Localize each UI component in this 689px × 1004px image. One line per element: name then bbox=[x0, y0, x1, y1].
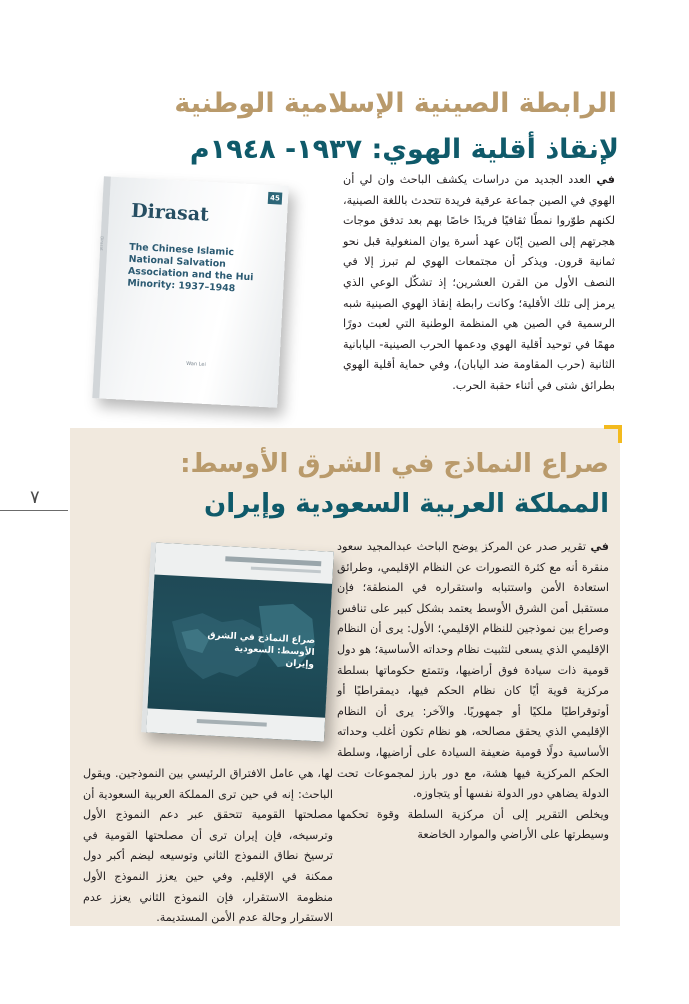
section1-body bbox=[343, 170, 615, 397]
section2-body-text-a: تقرير صدر عن المركز يوضح الباحث عبدالمجيد سعود منقرة أنه مع كثرة التصورات عن النظام الإقليمي، وطرائق استعادة الأمن واستتبابه واستقراره في المنطقة؛ فإن مستقبل أمن الشرق الأوسط يعتمد بشكل كبير على تنافس وصراع بين نموذجين للنظام الإقليمي؛ الأول: يرى أن النظام الإقليمي الذي يسعى لتثبيت نظام وحداته الأساسية؛ هو دول قومية ذات سيادة فوق أراضيها، وتتمتع حكوماتها بسلطة مركزية قوية أيًا كان نظام الحكم فيها، ديمقراطيًا أو أوتوقراطيًا ملكيًا أو جمهوريًا. والآخر: يرى أن النظام الإقليمي الذي يحقق مصالحه، هو نظام تكون أغلب وحداته الأساسية دولًا قومية ضعيفة السيادة على أراضيها، وسلطة الحكم المركزية فيها هشة، مع دور بارز لمجموعات تحت الدولة يضاهي دور الدولة نفسها أو يتجاوزه. bbox=[337, 540, 609, 801]
book-title: صراع النماذج في الشرق الأوسط: السعودية وإيران bbox=[207, 630, 316, 671]
section2-body-text-a2: ويخلص التقرير إلى أن مركزية السلطة وقوة تحكمها وسيطرتها على الأراضي والموارد الخاضعة bbox=[337, 807, 609, 842]
page-number: ٧ bbox=[30, 487, 40, 508]
section1-title: لإنقاذ أقلية الهوي: ١٩٣٧- ١٩٤٨م bbox=[189, 134, 619, 165]
section2-body-right bbox=[337, 537, 609, 846]
section2-lead-word: في bbox=[590, 540, 609, 553]
section2-kicker: صراع النماذج في الشرق الأوسط: bbox=[180, 449, 609, 479]
book-cover-report bbox=[141, 542, 334, 741]
book-subtitle: The Chinese Islamic National Salvation Association and the Hui Minority: 1937–1948 bbox=[127, 241, 254, 295]
section2-title: المملكة العربية السعودية وإيران bbox=[204, 489, 609, 519]
book-series-name: Dirasat bbox=[130, 199, 210, 226]
page-number-rule bbox=[0, 510, 68, 511]
book-spine-text: Dirasat bbox=[99, 236, 105, 251]
book-author: Wan Lei bbox=[186, 360, 206, 368]
issue-number: 45 bbox=[268, 192, 283, 205]
section1-lead-word: في bbox=[596, 173, 615, 186]
book-cover-dirasat bbox=[92, 176, 288, 407]
section1-body-text: العدد الجديد من دراسات يكشف الباحث وان لي أن الهوي في الصين جماعة عرقية فريدة تتحدث باللغة الصينية، لكنهم طوّروا نمطًا ثقافيًا فريدًا خاصًا بهم بعد تدفق موجات هجرتهم إلى الصين إبّان عهد أسرة يوان المنغولية قبل نحو ثمانية قرون. ويذكر أن مجتمعات الهوي لم تبرز إلا في النصف الأول من القرن العشرين؛ إذ تشكّل الوعي الذي يرمز إلى تلك الأقلية؛ وكانت رابطة إنقاذ الهوي الصينية شبه الرسمية في الصين هي المنظمة الوطنية التي لعبت دورًا مهمًا في توحيد أقلية الهوي ودعمها الحرب الصينية- اليابانية الثانية (حرب المقاومة ضد اليابان)، وفي حماية أقلية الهوي بطرائق شتى في أثناء حقبة الحرب. bbox=[343, 173, 615, 392]
corner-accent-vertical bbox=[618, 425, 622, 443]
section2-body-text-b: لها، هي عامل الافتراق الرئيسي بين النموذجين. ويقول الباحث: إنه في حين ترى المملكة العربية السعودية أن مصلحتها القومية تتحقق عبر دعم النموذج الأول وترسيخه، فإن إيران ترى أن مصلحتها القومية في ترسيخ نطاق النموذج الثاني وتوسيعه ليضم أكبر دول ممكنة في الإقليم. وفي حين يعزز النموذج الأول منظومة الاستقرار، فإن النموذج الثاني يعزز عدم الاستقرار وحالة عدم الأمن المستديمة. bbox=[83, 767, 333, 925]
section1-kicker: الرابطة الصينية الإسلامية الوطنية bbox=[174, 88, 617, 119]
section2-body-left bbox=[83, 764, 333, 929]
